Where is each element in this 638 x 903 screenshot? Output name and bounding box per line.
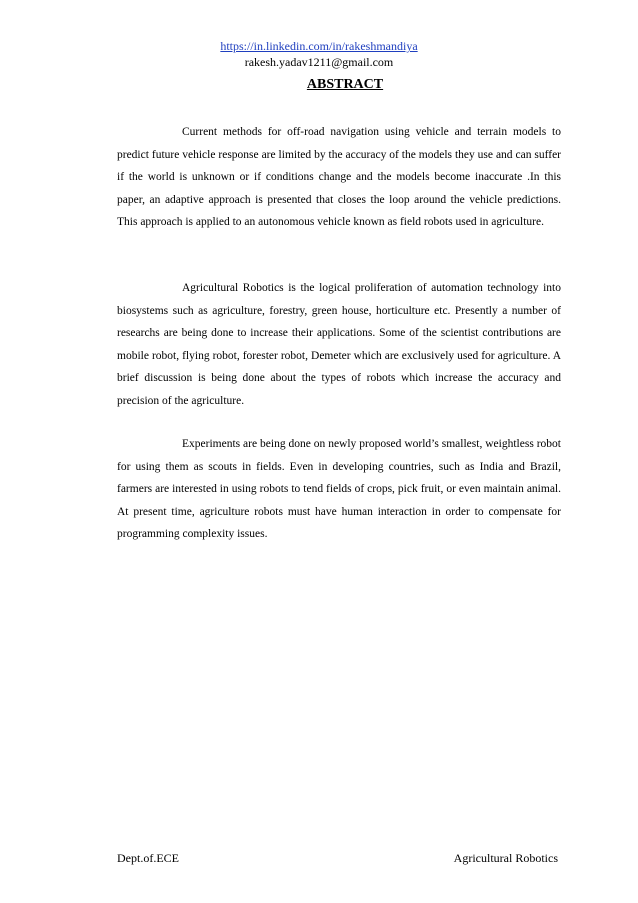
footer-department: Dept.of.ECE <box>117 851 179 865</box>
paragraph-text: Agricultural Robotics is the logical proliferation of automation technology into biosystems such as agriculture, forestry, green house, horticulture etc. Presently a number of researchs are being done to increase their applications. Some of the scientist contributions are mobile robot, flying robot, forester robot, Demeter which are exclusively used for agriculture. A brief discussion is being done about the types of robots which increase the accuracy and precision of the agriculture. <box>117 282 561 407</box>
linkedin-link[interactable]: https://in.linkedin.com/in/rakeshmandiya <box>220 39 418 53</box>
page-title <box>0 77 638 93</box>
title-text: ABSTRACT <box>306 77 384 92</box>
email-address: rakesh.yadav1211@gmail.com <box>244 55 394 69</box>
abstract-paragraph-1 <box>117 121 561 234</box>
abstract-paragraph-2 <box>117 277 561 413</box>
abstract-paragraph-3 <box>117 433 561 546</box>
paragraph-text: Current methods for off-road navigation using vehicle and terrain models to predict future vehicle response are limited by the accuracy of the models they use and can suffer if the world is unknown or if conditions change and the models become inaccurate .In this paper, an adaptive approach is presented that closes the loop around the vehicle predictions. This approach is applied to an autonomous vehicle known as field robots used in agriculture. <box>117 126 561 229</box>
footer-topic: Agricultural Robotics <box>453 851 558 865</box>
paragraph-text: Experiments are being done on newly proposed world’s smallest, weightless robot for using them as scouts in fields. Even in developing countries, such as India and Brazil, farmers are interested in using robots to tend fields of crops, pick fruit, or even maintain animal. At present time, agriculture robots must have human interaction in order to compensate for programming complexity issues. <box>117 438 561 541</box>
